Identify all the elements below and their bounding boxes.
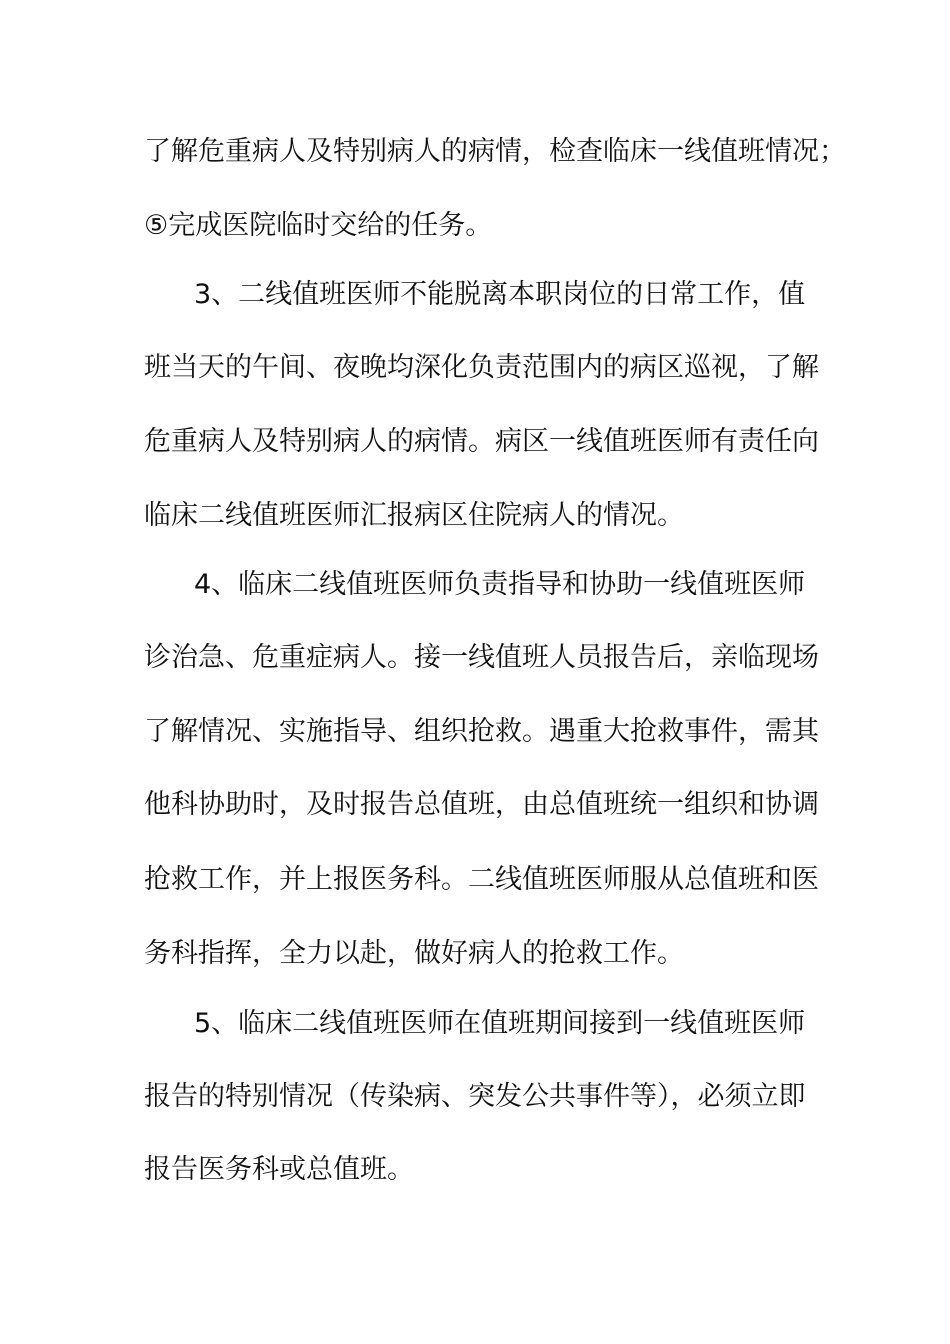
paragraph-3-start: 3、二线值班医师不能脱离本职岗位的日常工作，值 [194,279,806,310]
text-line: ⑤完成医院临时交给的任务。 [144,210,493,241]
paragraph-5-start: 5、临床二线值班医师在值班期间接到一线值班医师 [194,1008,806,1039]
text-line: 务科指挥，全力以赴，做好病人的抢救工作。 [144,938,684,969]
text-line: 诊治急、危重症病人。接一线值班人员报告后，亲临现场 [144,642,819,673]
text-line: 了解危重病人及特别病人的病情，检查临床一线值班情况； [144,136,846,167]
text-line: 抢救工作，并上报医务科。二线值班医师服从总值班和医 [144,864,819,895]
text-line: 班当天的午间、夜晚均深化负责范围内的病区巡视，了解 [144,352,819,383]
text-line: 临床二线值班医师汇报病区住院病人的情况。 [144,500,684,531]
text-line: 他科协助时，及时报告总值班，由总值班统一组织和协调 [144,789,819,820]
paragraph-4-start: 4、临床二线值班医师负责指导和协助一线值班医师 [194,569,806,600]
text-line: 了解情况、实施指导、组织抢救。遇重大抢救事件，需其 [144,716,819,747]
text-line: 报告医务科或总值班。 [144,1154,414,1185]
text-line: 报告的特别情况（传染病、突发公共事件等），必须立即 [144,1081,806,1112]
text-line: 危重病人及特别病人的病情。病区一线值班医师有责任向 [144,426,819,457]
